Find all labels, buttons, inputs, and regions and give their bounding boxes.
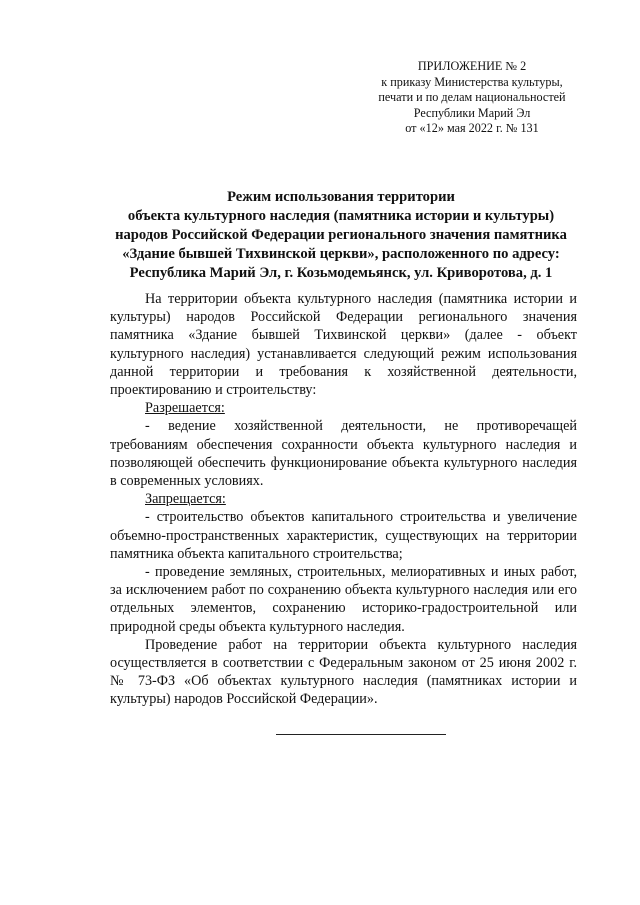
forbidden-item: - проведение земляных, строительных, мелиоративных и иных работ, за исключением работ по сохранению объекта культурного наследия или его отдельных элементов, сохранению историко-градостроительной или природной среды объекта культурного наследия. [110, 564, 577, 635]
appendix-block [360, 59, 584, 137]
document-title [90, 188, 592, 283]
allowed-heading: Разрешается: [145, 400, 225, 417]
title-line: «Здание бывшей Тихвинской церкви», расположенного по адресу: [122, 246, 560, 262]
intro-paragraph: На территории объекта культурного наследия (памятника истории и культуры) народов Российской Федерации регионального значения памятника «Здание бывшей Тихвинской церкви» (далее - объект культурного наследия) устанавливается следующий режим использования данной территории и требования к хозяйственной деятельности, проектированию и строительству: [110, 291, 577, 399]
forbidden-heading: Запрещается: [145, 491, 226, 508]
document-body [110, 290, 577, 709]
appendix-ministry-line: печати и по делам национальностей [378, 90, 566, 104]
appendix-order-line: к приказу Министерства культуры, [381, 74, 563, 89]
appendix-republic-line: Республики Марий Эл [413, 105, 531, 120]
end-divider-line [276, 734, 446, 735]
title-line: народов Российской Федерации регионального значения памятника [115, 227, 567, 243]
title-line: объекта культурного наследия (памятника истории и культуры) [127, 208, 555, 224]
closing-paragraph: Проведение работ на территории объекта культурного наследия осуществляется в соответствии с Федеральным законом от 25 июня 2002 г. № 73-ФЗ «Об объектах культурного наследия (памятниках истории и культуры) народов Российской Федерации». [110, 636, 577, 708]
title-line: Республика Марий Эл, г. Козьмодемьянск, ул. Криворотова, д. 1 [129, 265, 553, 281]
forbidden-item: - строительство объектов капитального строительства и увеличение объемно-пространственных характеристик, существующих на территории памятника объекта капитального строительства; [110, 509, 577, 562]
appendix-date-line: от «12» мая 2022 г. № 131 [405, 121, 539, 135]
title-line: Режим использования территории [227, 189, 455, 205]
allowed-item: - ведение хозяйственной деятельности, не противоречащей требованиям обеспечения сохранности объекта культурного наследия и позволяющей обеспечить функционирование объекта культурного наследия в современных условиях. [110, 418, 577, 490]
appendix-number: ПРИЛОЖЕНИЕ № 2 [417, 59, 527, 73]
